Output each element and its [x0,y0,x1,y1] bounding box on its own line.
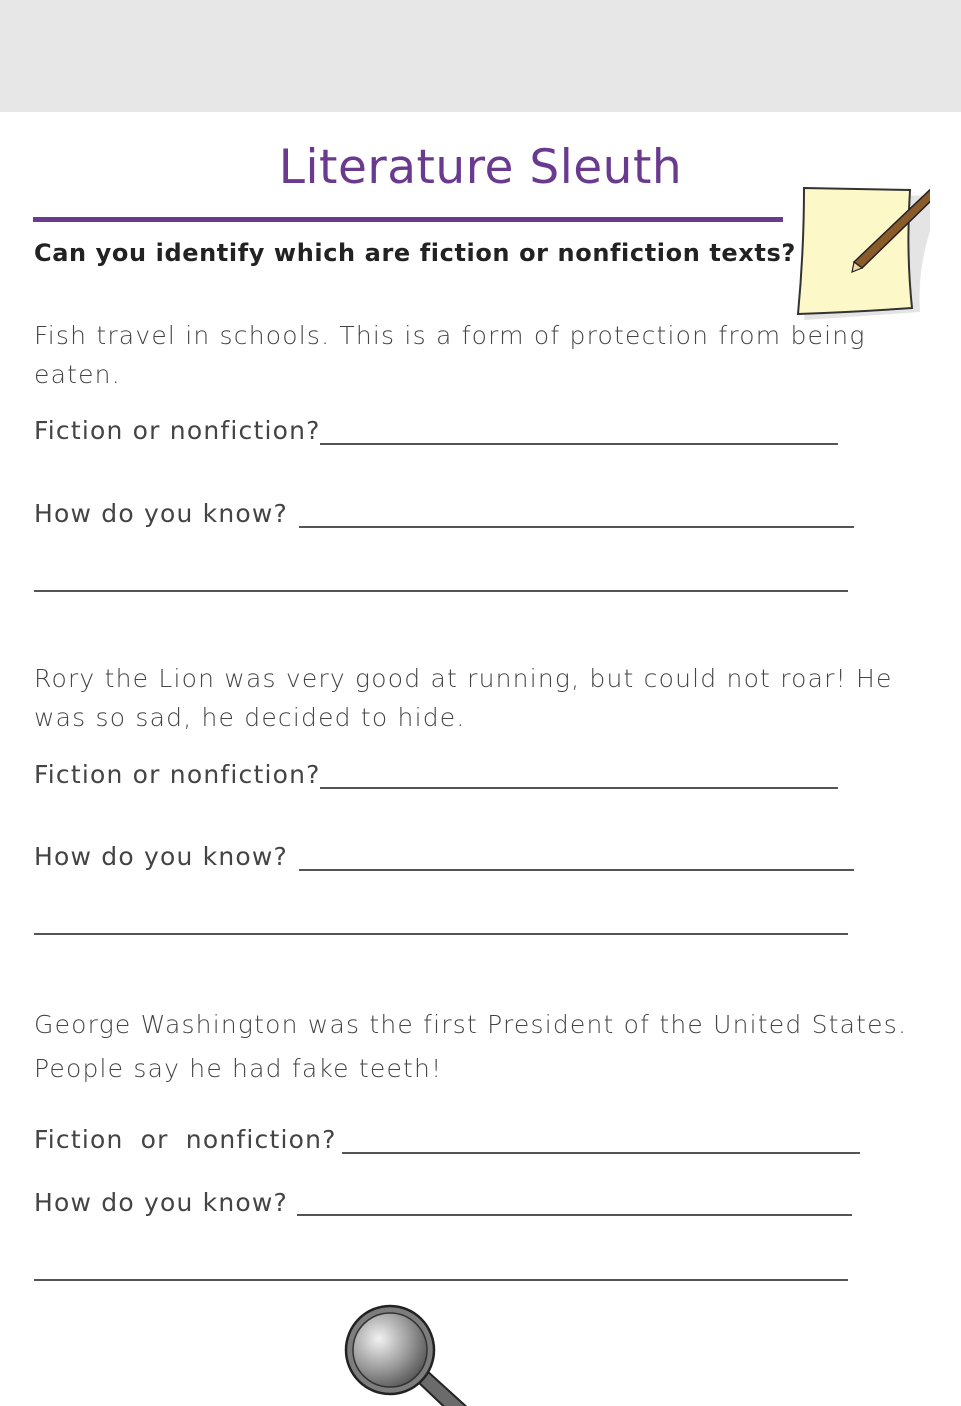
how-answer-line-1[interactable] [299,526,854,528]
fiction-answer-line-1[interactable] [320,443,838,445]
how-answer-extra-line-2[interactable] [34,933,848,935]
passage-1: Fish travel in schools. This is a form of protection from being eaten. [34,321,866,389]
how-label-2: How do you know? [34,842,289,871]
fiction-label-1: Fiction or nonfiction? [34,416,321,445]
title-divider [33,217,783,222]
worksheet-prompt: Can you identify which are fiction or nonfiction texts? [34,239,796,267]
how-answer-extra-line-1[interactable] [34,590,848,592]
how-answer-extra-line-3[interactable] [34,1279,848,1281]
fiction-label-2: Fiction or nonfiction? [34,760,321,789]
fiction-label-3: Fiction or nonfiction? [34,1125,337,1154]
how-answer-line-3[interactable] [297,1214,852,1216]
header-band [0,0,961,112]
how-answer-line-2[interactable] [299,869,854,871]
how-label-1: How do you know? [34,499,289,528]
passage-3: George Washington was the first President of the United States. People say he had fake teeth! [34,1010,908,1083]
passage-2: Rory the Lion was very good at running, but could not roar! He was so sad, he decided to hide. [34,664,893,732]
notepad-icon [790,180,930,330]
magnifying-glass-icon [340,1300,480,1406]
fiction-answer-line-2[interactable] [320,787,838,789]
how-label-3: How do you know? [34,1188,289,1217]
worksheet-title: Literature Sleuth [278,140,683,195]
fiction-answer-line-3[interactable] [342,1152,860,1154]
